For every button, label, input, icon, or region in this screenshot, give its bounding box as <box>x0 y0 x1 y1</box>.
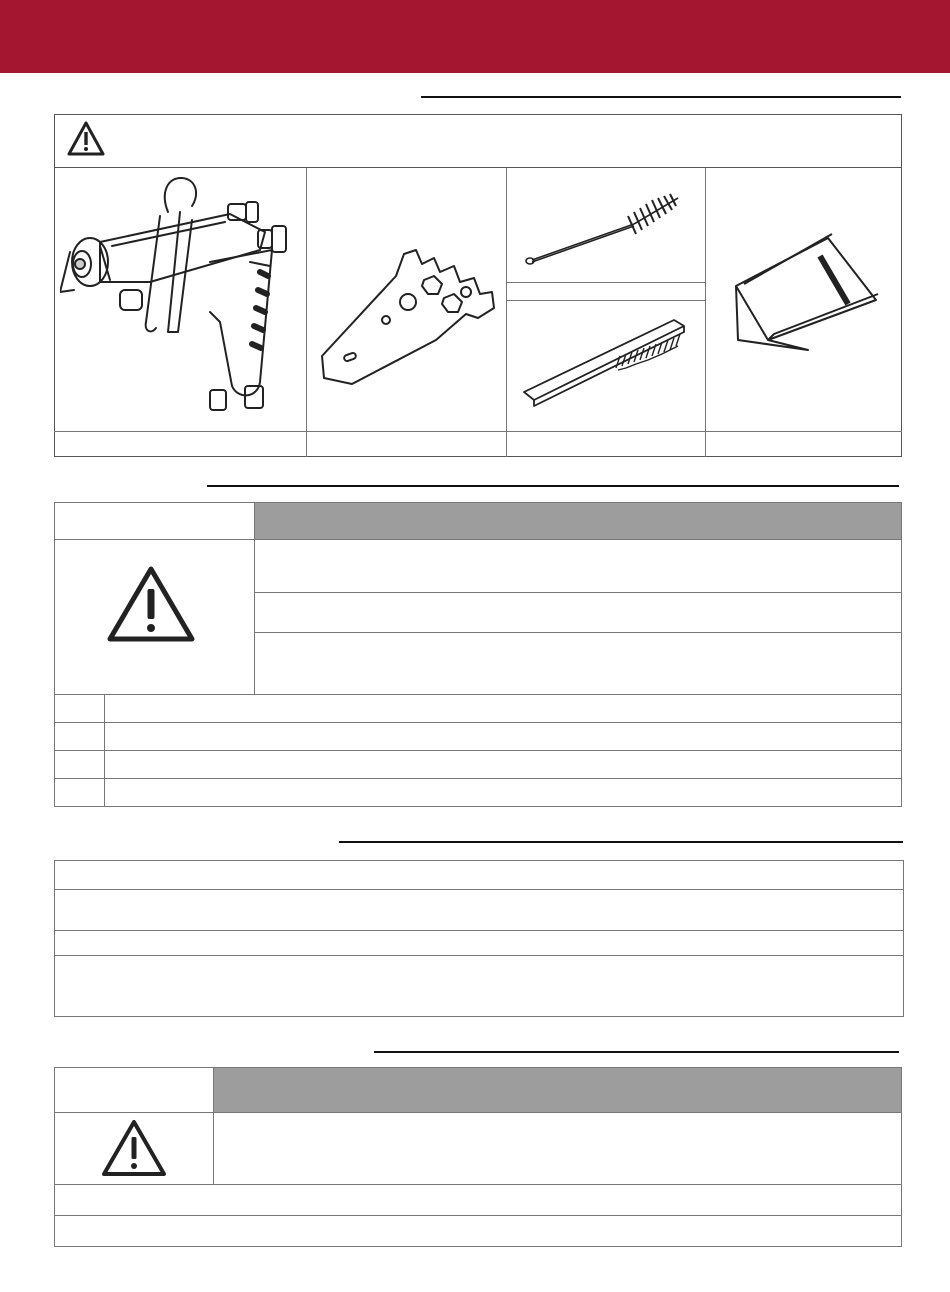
safety-text-row <box>254 539 902 593</box>
warning-row <box>54 1215 902 1247</box>
safety-header-left <box>54 502 255 540</box>
safety-text-row <box>254 632 902 695</box>
contents-warning-row <box>54 114 902 168</box>
spanner-illustration <box>316 236 496 386</box>
safety-text-row <box>254 592 902 633</box>
cleaning-brush-illustration <box>516 190 696 270</box>
wire-brush-illustration <box>516 312 696 408</box>
spec-row <box>54 860 904 890</box>
numbered-row-text <box>104 694 902 723</box>
label-row-divider <box>54 431 902 432</box>
manual-booklet-illustration <box>728 228 888 358</box>
warning-header-grey <box>213 1067 902 1113</box>
spec-row <box>54 889 904 931</box>
warning-triangle-icon <box>106 565 196 645</box>
spec-row <box>54 955 904 1017</box>
section-rule-safety <box>207 485 899 487</box>
section-rule-contents <box>421 96 901 98</box>
column-divider <box>506 168 507 457</box>
numbered-row-index <box>54 722 105 751</box>
warning-header-left <box>54 1067 214 1113</box>
brush-divider <box>506 282 705 283</box>
spec-row <box>54 930 904 956</box>
warning-triangle-icon <box>66 120 106 158</box>
spray-gun-illustration <box>60 172 300 426</box>
column-divider <box>705 168 706 457</box>
numbered-row-index <box>54 750 105 779</box>
column-divider <box>306 168 307 457</box>
numbered-row-index <box>54 694 105 723</box>
section-rule-warning <box>374 1051 899 1053</box>
section-rule-spec <box>339 841 903 843</box>
numbered-row-text <box>104 750 902 779</box>
warning-text-cell <box>213 1112 902 1185</box>
safety-header-grey <box>254 502 902 540</box>
warning-triangle-icon <box>101 1119 167 1179</box>
warning-row <box>54 1184 902 1216</box>
header-band <box>0 0 950 73</box>
numbered-row-text <box>104 722 902 751</box>
numbered-row-text <box>104 778 902 807</box>
brush-divider <box>506 300 705 301</box>
numbered-row-index <box>54 778 105 807</box>
